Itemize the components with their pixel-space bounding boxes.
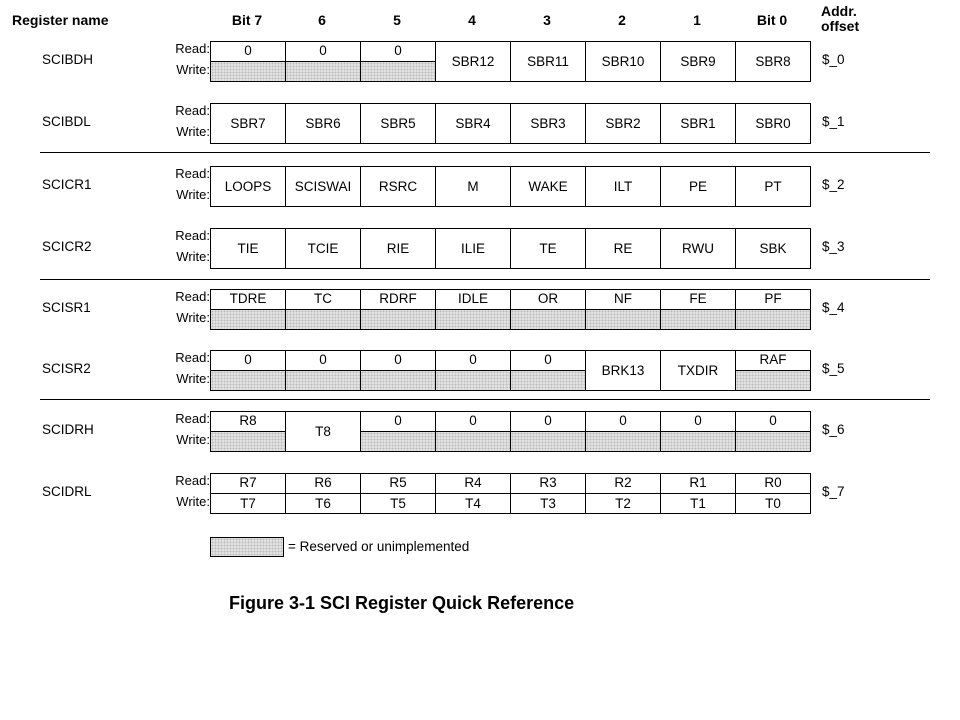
read-label: Read: [175, 289, 210, 304]
register-name-header: Register name [12, 12, 109, 28]
bit-cell: SBR1 [660, 103, 736, 144]
register-name: SCISR1 [42, 300, 91, 315]
addr-offset: $_3 [822, 239, 845, 254]
bit-cell: SBR5 [360, 103, 436, 144]
bit-cell-write-reserved [660, 309, 736, 330]
bit-cell-write-reserved [735, 370, 811, 391]
bit-cell-write-reserved [435, 309, 511, 330]
read-label: Read: [175, 103, 210, 118]
bit-cell-write: T4 [435, 493, 511, 514]
write-label: Write: [176, 124, 210, 139]
bit-cell-write-reserved [735, 431, 811, 452]
read-label: Read: [175, 228, 210, 243]
bit-cell-read: OR [510, 289, 586, 310]
bit-cell-read: 0 [210, 41, 286, 62]
bit-cell: SBR10 [585, 41, 661, 82]
bit-header-1: 1 [693, 12, 701, 28]
register-name: SCIBDH [42, 52, 94, 67]
bit-cell-read: 0 [660, 411, 736, 432]
bit-cell: SBR7 [210, 103, 286, 144]
bit-cell-read: 0 [360, 350, 436, 371]
bit-cell-write: T2 [585, 493, 661, 514]
write-label: Write: [176, 249, 210, 264]
bit-header-4: 4 [468, 12, 476, 28]
bit-cell-read: PF [735, 289, 811, 310]
bit-cell: SCISWAI [285, 166, 361, 207]
bit-cell-write-reserved [210, 431, 286, 452]
bit-cell-write-reserved [435, 431, 511, 452]
bit-cell: SBR8 [735, 41, 811, 82]
bit-cell-read: 0 [435, 350, 511, 371]
bit-cell-read: R7 [210, 473, 286, 494]
bit-cell: SBR2 [585, 103, 661, 144]
bit-cell: BRK13 [585, 350, 661, 391]
bit-cell-write: T7 [210, 493, 286, 514]
write-label: Write: [176, 432, 210, 447]
bit-header-0: Bit 0 [756, 12, 788, 28]
reserved-legend-label: = Reserved or unimplemented [288, 539, 470, 554]
bit-cell-read: 0 [360, 411, 436, 432]
bit-cell-write-reserved [510, 431, 586, 452]
bit-cell-write-reserved [360, 309, 436, 330]
bit-cell-write: T0 [735, 493, 811, 514]
read-label: Read: [175, 473, 210, 488]
addr-offset: $_6 [822, 422, 845, 437]
bit-cell: RE [585, 228, 661, 269]
bit-cell-read: FE [660, 289, 736, 310]
bit-cell-write-reserved [210, 370, 286, 391]
bit-cell-read: NF [585, 289, 661, 310]
addr-offset: $_4 [822, 300, 845, 315]
bit-cell-read: R8 [210, 411, 286, 432]
bit-cell-read: R6 [285, 473, 361, 494]
bit-cell-write-reserved [510, 370, 586, 391]
write-label: Write: [176, 371, 210, 386]
bit-cell: RSRC [360, 166, 436, 207]
addr-header-line1: Addr. [821, 3, 857, 19]
bit-cell: ILT [585, 166, 661, 207]
reserved-legend-swatch [210, 537, 284, 557]
write-label: Write: [176, 310, 210, 325]
bit-cell: SBR9 [660, 41, 736, 82]
bit-cell-write-reserved [285, 61, 361, 82]
register-name: SCIDRH [42, 422, 94, 437]
register-name: SCISR2 [42, 361, 91, 376]
bit-cell: ILIE [435, 228, 511, 269]
addr-offset: $_2 [822, 177, 845, 192]
bit-cell-read: 0 [735, 411, 811, 432]
bit-cell-read: R2 [585, 473, 661, 494]
bit-cell: TE [510, 228, 586, 269]
bit-cell-read: 0 [210, 350, 286, 371]
addr-offset: $_5 [822, 361, 845, 376]
bit-cell: PT [735, 166, 811, 207]
bit-cell-write-reserved [585, 309, 661, 330]
bit-header-2: 2 [618, 12, 626, 28]
bit-cell-write-reserved [360, 370, 436, 391]
bit-cell-read: 0 [510, 350, 586, 371]
bit-cell-write: T1 [660, 493, 736, 514]
bit-cell-read: 0 [285, 350, 361, 371]
addr-offset: $_7 [822, 484, 845, 499]
separator-line [40, 399, 930, 400]
bit-cell: RIE [360, 228, 436, 269]
bit-cell: PE [660, 166, 736, 207]
bit-cell-write-reserved [585, 431, 661, 452]
bit-cell-write-reserved [210, 309, 286, 330]
bit-cell-write-reserved [285, 309, 361, 330]
addr-offset: $_0 [822, 52, 845, 67]
bit-cell-write: T5 [360, 493, 436, 514]
bit-cell: TXDIR [660, 350, 736, 391]
bit-cell-read: IDLE [435, 289, 511, 310]
bit-cell-write-reserved [435, 370, 511, 391]
bit-cell: SBK [735, 228, 811, 269]
read-label: Read: [175, 166, 210, 181]
read-label: Read: [175, 411, 210, 426]
bit-cell: M [435, 166, 511, 207]
bit-header-7: Bit 7 [231, 12, 263, 28]
bit-cell-read: TC [285, 289, 361, 310]
bit-cell: SBR4 [435, 103, 511, 144]
bit-cell-write-reserved [210, 61, 286, 82]
bit-cell-read: RAF [735, 350, 811, 371]
bit-cell: T8 [285, 411, 361, 452]
bit-cell-read: 0 [510, 411, 586, 432]
bit-cell: TCIE [285, 228, 361, 269]
bit-cell: SBR11 [510, 41, 586, 82]
separator-line [40, 279, 930, 280]
figure-caption: Figure 3-1 SCI Register Quick Reference [229, 593, 575, 613]
bit-cell: RWU [660, 228, 736, 269]
separator-line [40, 152, 930, 153]
bit-cell: LOOPS [210, 166, 286, 207]
addr-offset-header [821, 4, 859, 34]
read-label: Read: [175, 350, 210, 365]
register-name: SCICR2 [42, 239, 92, 254]
bit-cell-read: R1 [660, 473, 736, 494]
bit-cell-read: TDRE [210, 289, 286, 310]
register-name: SCIBDL [42, 114, 91, 129]
bit-cell: TIE [210, 228, 286, 269]
bit-cell-read: R4 [435, 473, 511, 494]
bit-cell-write-reserved [360, 61, 436, 82]
bit-header-6: 6 [318, 12, 326, 28]
addr-header-line2: offset [821, 18, 860, 34]
bit-cell-write: T3 [510, 493, 586, 514]
addr-offset: $_1 [822, 114, 845, 129]
write-label: Write: [176, 187, 210, 202]
register-name: SCICR1 [42, 177, 92, 192]
bit-cell-write-reserved [285, 370, 361, 391]
bit-cell: SBR3 [510, 103, 586, 144]
bit-cell-read: R3 [510, 473, 586, 494]
bit-cell-read: RDRF [360, 289, 436, 310]
write-label: Write: [176, 62, 210, 77]
bit-cell: SBR0 [735, 103, 811, 144]
bit-cell-write-reserved [360, 431, 436, 452]
bit-cell: SBR12 [435, 41, 511, 82]
bit-cell-read: 0 [360, 41, 436, 62]
bit-cell-write-reserved [735, 309, 811, 330]
bit-cell: WAKE [510, 166, 586, 207]
bit-cell-write-reserved [660, 431, 736, 452]
bit-cell-read: 0 [435, 411, 511, 432]
bit-cell-write-reserved [510, 309, 586, 330]
bit-cell-read: 0 [585, 411, 661, 432]
bit-header-3: 3 [543, 12, 551, 28]
bit-cell-read: R5 [360, 473, 436, 494]
register-name: SCIDRL [42, 484, 92, 499]
bit-header-5: 5 [393, 12, 401, 28]
write-label: Write: [176, 494, 210, 509]
bit-cell-read: 0 [285, 41, 361, 62]
bit-cell-write: T6 [285, 493, 361, 514]
bit-cell: SBR6 [285, 103, 361, 144]
read-label: Read: [175, 41, 210, 56]
bit-cell-read: R0 [735, 473, 811, 494]
